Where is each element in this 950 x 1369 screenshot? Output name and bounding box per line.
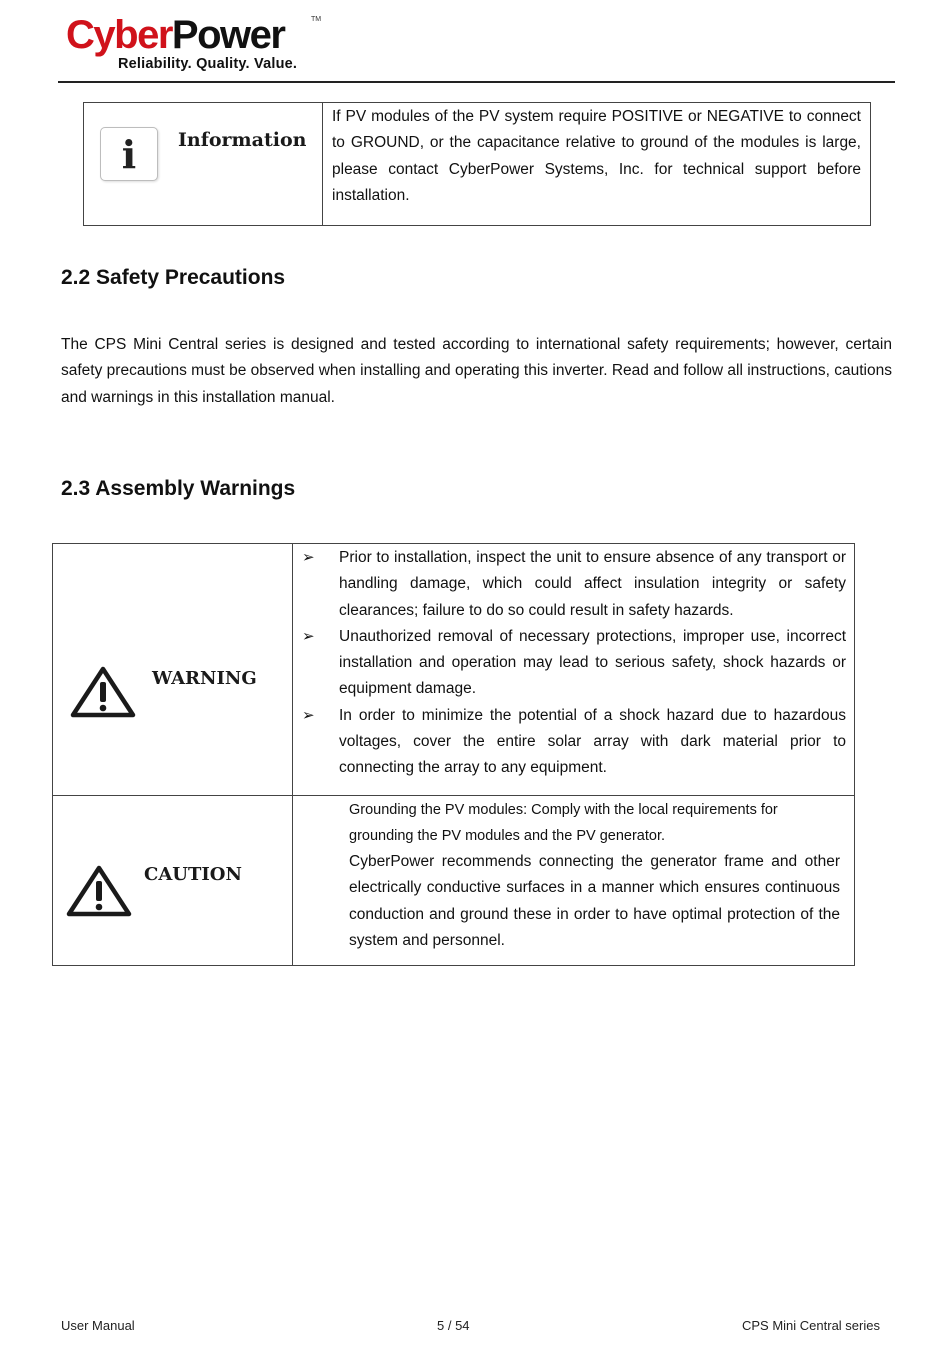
- warning-list-item: ➢ In order to minimize the potential of a shock hazard due to hazardous voltages, cover the entire solar array with dark material prior to connecting the array to any equipment.: [302, 703, 846, 782]
- caution-label: CAUTION: [144, 864, 242, 885]
- arrow-bullet-icon: ➢: [302, 627, 315, 645]
- information-box-divider: [322, 103, 323, 225]
- logo-tagline: Reliability. Quality. Value.: [118, 56, 298, 72]
- footer-left: User Manual: [61, 1318, 135, 1333]
- header-rule: [58, 81, 895, 83]
- info-icon: i: [100, 127, 158, 181]
- information-label: Information: [178, 129, 307, 151]
- footer-page-number: 5 / 54: [437, 1318, 470, 1333]
- arrow-bullet-icon: ➢: [302, 706, 315, 724]
- information-box: [83, 102, 871, 226]
- information-text: If PV modules of the PV system require POSITIVE or NEGATIVE to connect to GROUND, or the capacitance relative to ground of the modules is large, please contact CyberPower Systems, Inc. for technical support before installation.: [332, 108, 861, 204]
- warning-label: WARNING: [152, 668, 257, 689]
- arrow-bullet-icon: ➢: [302, 549, 315, 566]
- caution-text-line2: CyberPower recommends connecting the generator frame and other electrically conductive surfaces in a manner which ensures continuous conduction and ground these in order to have optimal protection of the system and personnel.: [349, 853, 840, 949]
- safety-precautions-paragraph: The CPS Mini Central series is designed and tested according to international safety requirements; however, certain safety precautions must be observed when installing and operating this inverter. Read and follow all instructions, cautions and warnings in this installation manual.: [61, 336, 892, 406]
- assembly-warnings-table: [52, 543, 855, 966]
- caution-triangle-icon: [65, 864, 133, 918]
- warning-list-item: ➢ Prior to installation, inspect the unit to ensure absence of any transport or handling damage, which could affect insulation integrity or safety clearances; failure to do so could result in safety hazards.: [302, 545, 846, 624]
- section-heading-safety-precautions: 2.2 Safety Precautions: [61, 266, 286, 289]
- table-column-divider: [292, 544, 293, 965]
- logo-trademark: TM: [311, 16, 322, 23]
- warning-list-item: ➢ Unauthorized removal of necessary protections, improper use, incorrect installation and operation may lead to serious safety, shock hazards or equipment damage.: [302, 624, 846, 703]
- section-heading-assembly-warnings: 2.3 Assembly Warnings: [61, 477, 296, 500]
- logo-wordmark: CyberPower: [66, 13, 285, 57]
- cyberpower-logo: [66, 12, 326, 76]
- warning-triangle-icon: [69, 665, 137, 719]
- footer-right: CPS Mini Central series: [742, 1318, 880, 1333]
- table-row-divider: [53, 795, 854, 796]
- caution-text-line1: Grounding the PV modules: Comply with the local requirements for grounding the PV modules and the PV generator.: [349, 802, 778, 844]
- warning-list: [302, 545, 846, 782]
